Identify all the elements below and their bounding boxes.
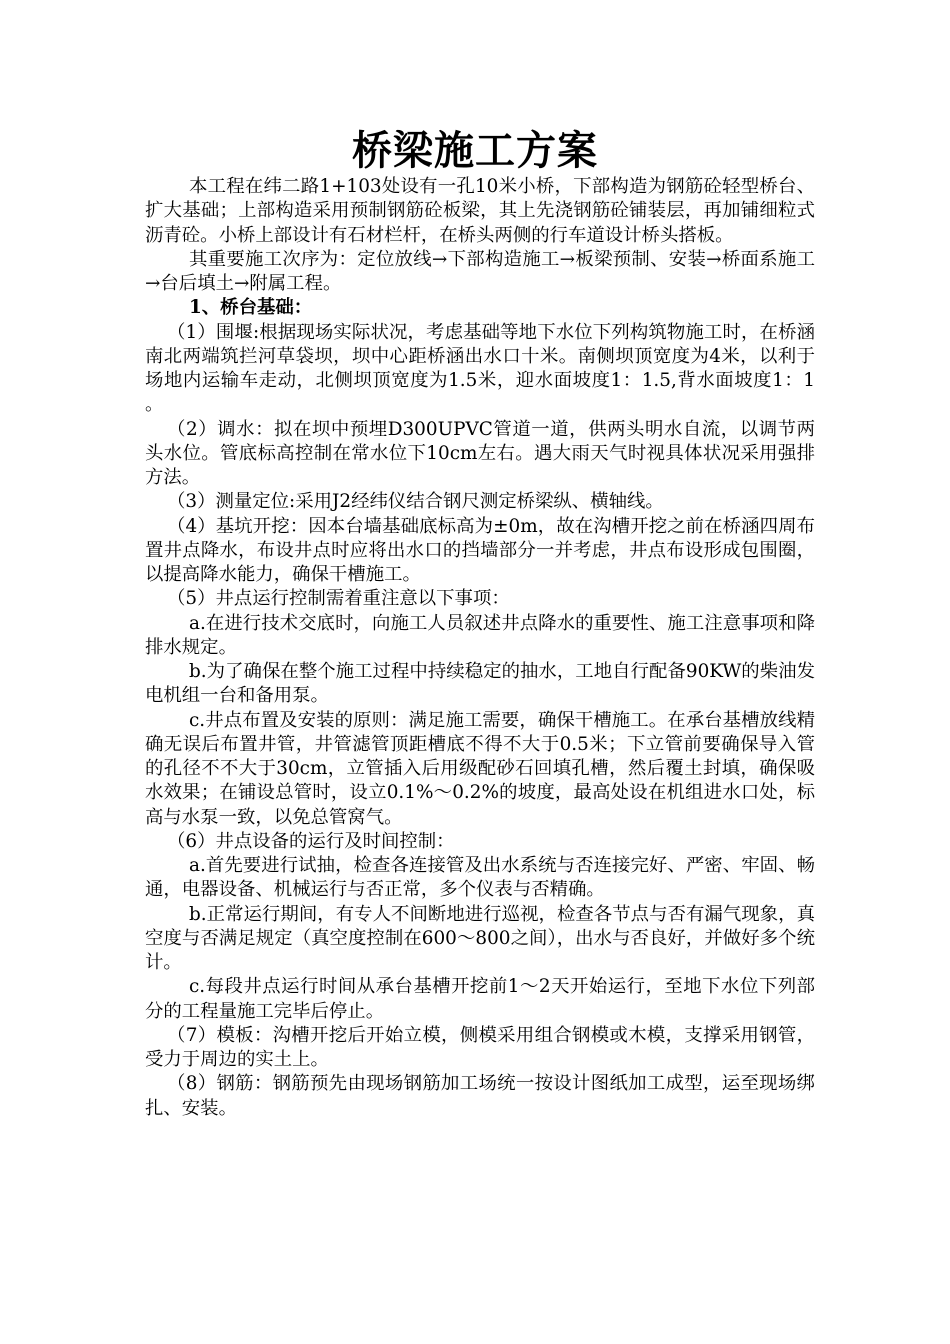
paragraph: 本工程在纬二路1+103处设有一孔10米小桥，下部构造为钢筋砼轻型桥台、扩大基础；上部构造采用预制钢筋砼板梁，其上先浇钢筋砼铺装层，再加铺细粒式沥青砼。小桥上部设计有石材栏杆，在桥头两侧的行车道设计桥头搭板。 [145,176,815,246]
paragraph: （2）调水：拟在坝中预埋D300UPVC管道一道，供两头明水自流，以调节两头水位。管底标高控制在常水位下10cm左右。遇大雨天气时视具体状况采用强排方法。 [145,418,815,488]
paragraph: b.正常运行期间，有专人不间断地进行巡视，检查各节点与否有漏气现象，真空度与否满足规定（真空度控制在600～800之间），出水与否良好，并做好多个统计。 [145,903,815,973]
paragraph: （3）测量定位:采用J2经纬仪结合钢尺测定桥梁纵、横轴线。 [167,491,664,513]
paragraph: （6）井点设备的运行及时间控制： [167,830,455,852]
paragraph: （4）基坑开挖：因本台墙基础底标高为±0m，故在沟槽开挖之前在桥涵四周布置井点降水，布设井点时应将出水口的挡墙部分一并考虑，井点布设形成包围圈，以提高降水能力，确保干槽施工。 [145,515,815,585]
paragraph: 其重要施工次序为：定位放线→下部构造施工→板梁预制、安装→桥面系施工→台后填土→附属工程。 [145,248,815,294]
document-title: 桥梁施工方案 [352,127,598,174]
paragraph: a.首先要进行试抽，检查各连接管及出水系统与否连接完好、严密、牢固、畅通，电器设备、机械运行与否正常，多个仪表与否精确。 [145,855,815,901]
paragraph: （8）钢筋：钢筋预先由现场钢筋加工场统一按设计图纸加工成型，运至现场绑扎、安装。 [145,1073,815,1119]
paragraph: a.在进行技术交底时，向施工人员叙述井点降水的重要性、施工注意事项和降排水规定。 [145,612,815,658]
section-heading: 1、桥台基础： [189,297,313,319]
paragraph: b.为了确保在整个施工过程中持续稳定的抽水，工地自行配备90KW的柴油发电机组一台和备用泵。 [145,661,815,707]
document-body [145,175,815,1121]
paragraph: （1）围堰:根据现场实际状况，考虑基础等地下水位下列构筑物施工时，在桥涵南北两端筑拦河草袋坝，坝中心距桥涵出水口十米。南侧坝顶宽度为4米，以利于场地内运输车走动，北侧坝顶宽度为1.5米，迎水面坡度1：1.5,背水面坡度1：1 。 [145,321,815,416]
paragraph: （7）模板：沟槽开挖后开始立模，侧模采用组合钢模或木模，支撑采用钢管，受力于周边的实土上。 [145,1024,815,1070]
paragraph: c.井点布置及安装的原则：满足施工需要，确保干槽施工。在承台基槽放线精确无误后布置井管，井管滤管顶距槽底不得不大于0.5米；下立管前要确保导入管的孔径不不大于30cm，立管插入后用级配砂石回填孔槽，然后覆土封填，确保吸水效果；在铺设总管时，设立0.1%～0.2%的坡度，最高处设在机组进水口处，标高与水泵一致，以免总管窝气。 [145,709,815,828]
paragraph: （5）井点运行控制需着重注意以下事项： [167,588,510,610]
paragraph: c.每段井点运行时间从承台基槽开挖前1～2天开始运行，至地下水位下列部分的工程量施工完毕后停止。 [145,976,815,1022]
